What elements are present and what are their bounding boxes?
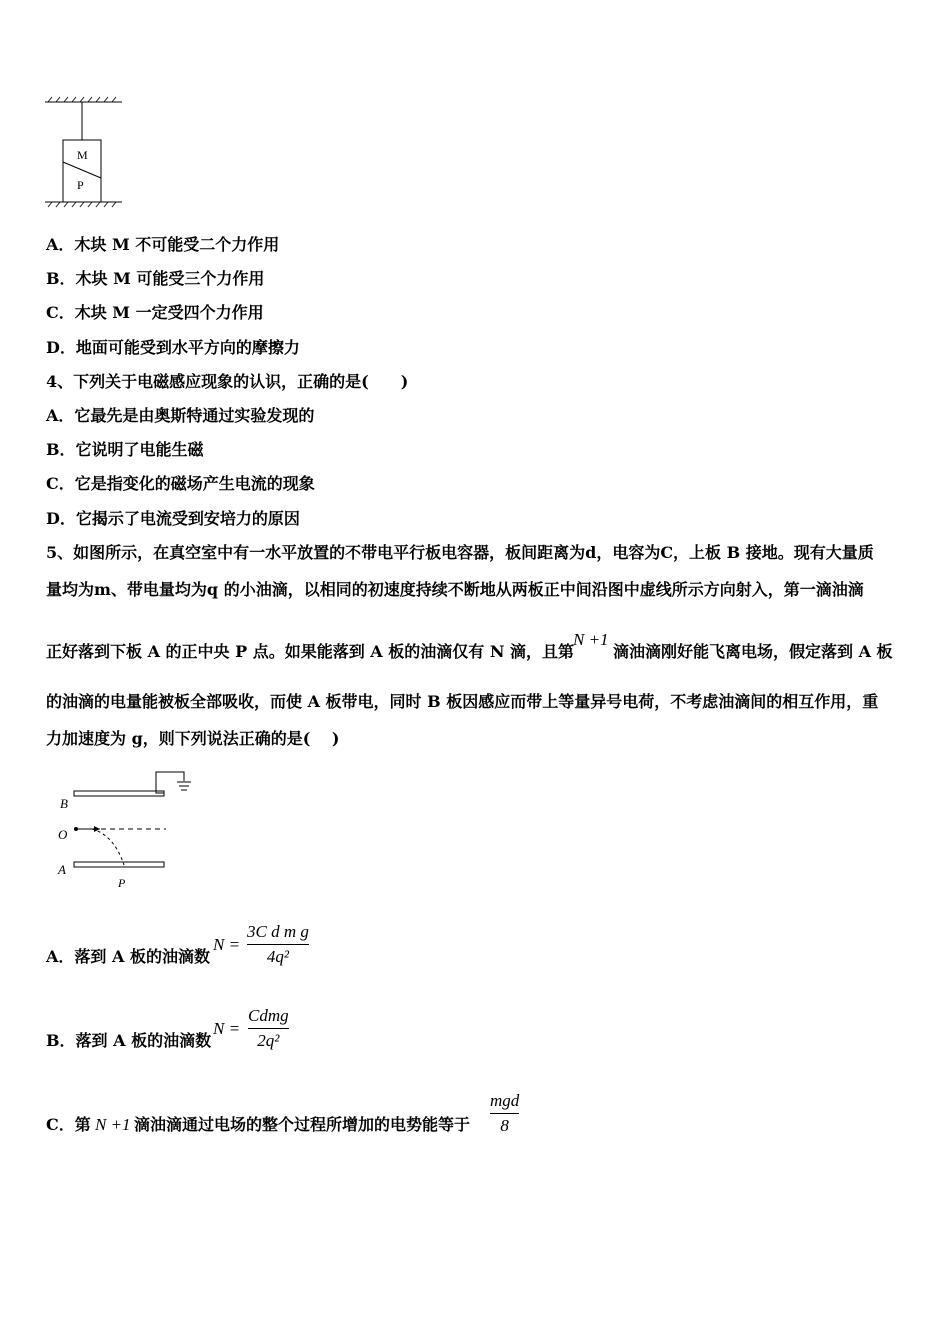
q5-option-a-numerator: 3C d m g bbox=[247, 922, 309, 941]
q3-option-d: D．地面可能受到水平方向的摩擦力 bbox=[46, 338, 300, 357]
block-figure bbox=[40, 92, 130, 212]
q5-option-c-post: 滴油滴通过电场的整个过程所增加的电势能等于 bbox=[134, 1115, 471, 1134]
q5-option-c-denominator: 8 bbox=[500, 1116, 509, 1135]
q5-option-c-fraction bbox=[490, 1091, 519, 1136]
q4-option-c: C．它是指变化的磁场产生电流的现象 bbox=[46, 474, 315, 493]
q5-option-b-fraction bbox=[248, 1006, 289, 1051]
q3-option-c: C．木块 M 一定受四个力作用 bbox=[46, 303, 264, 322]
q4-option-a: A．它最先是由奥斯特通过实验发现的 bbox=[46, 406, 315, 425]
q4-option-b: B．它说明了电能生磁 bbox=[46, 440, 204, 459]
q5-option-a-lhs: N = bbox=[213, 935, 241, 954]
q5-option-b-lhs: N = bbox=[213, 1019, 241, 1038]
q3-option-b: B．木块 M 可能受三个力作用 bbox=[46, 269, 265, 288]
capacitor-figure bbox=[52, 767, 202, 897]
q5-line-5: 力加速度为 g，则下列说法正确的是( ) bbox=[46, 729, 340, 748]
q5-option-c-numerator: mgd bbox=[490, 1091, 520, 1110]
q5-option-a-fraction bbox=[247, 922, 309, 967]
q5-option-b: B．落到 A 板的油滴数 bbox=[46, 1031, 212, 1050]
q5-line-4: 的油滴的电量能被板全部吸收，而使 A 板带电，同时 B 板因感应而带上等量异号电荷，不考虑油滴间的相互作用，重 bbox=[46, 692, 879, 711]
q5-line-3a: 正好落到下板 A 的正中央 P 点。如果能落到 A 板的油滴仅有 N 滴，且第 bbox=[46, 642, 575, 661]
q5-option-c-math: N +1 bbox=[95, 1115, 131, 1134]
q5-line-3b: 滴油滴刚好能飞离电场，假定落到 A 板 bbox=[613, 642, 893, 661]
block-m-label: M bbox=[77, 148, 88, 162]
q3-option-a: A．木块 M 不可能受二个力作用 bbox=[46, 235, 280, 254]
q4-stem: 4、下列关于电磁感应现象的认识，正确的是( ) bbox=[46, 372, 409, 391]
q5-option-a-denominator: 4q² bbox=[266, 947, 289, 966]
point-p-label: P bbox=[118, 876, 126, 890]
point-o-label: O bbox=[58, 827, 68, 842]
block-p-label: P bbox=[77, 178, 84, 192]
plate-a-label: A bbox=[58, 862, 66, 877]
q4-option-d: D．它揭示了电流受到安培力的原因 bbox=[46, 509, 300, 528]
q5-line-2: 量均为m、带电量均为q 的小油滴，以相同的初速度持续不断地从两板正中间沿图中虚线所示方向射入，第一滴油滴 bbox=[46, 580, 864, 599]
q5-line-3-math: N +1 bbox=[573, 630, 609, 649]
q5-option-b-denominator: 2q² bbox=[257, 1031, 280, 1050]
q5-line-1: 5、如图所示，在真空室中有一水平放置的不带电平行板电容器，板间距离为d，电容为C，上板 B 接地。现有大量质 bbox=[46, 543, 874, 562]
q5-option-c-pre: C．第 bbox=[46, 1115, 91, 1134]
q5-option-b-numerator: Cdmg bbox=[248, 1006, 289, 1025]
plate-b-label: B bbox=[60, 796, 68, 811]
q5-option-a: A．落到 A 板的油滴数 bbox=[46, 947, 210, 966]
